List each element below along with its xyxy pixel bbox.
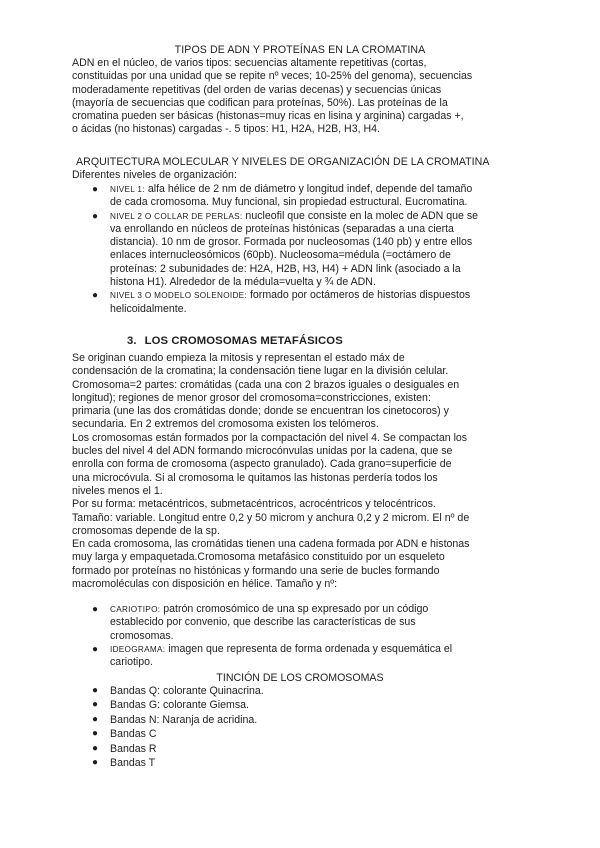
text-line: Cromosoma=2 partes: cromátidas (cada una con 2 brazos iguales o desiguales en (72, 378, 460, 391)
item-text: distancia). 10 nm de grosor. Formada por nucleosomas (140 pb) y entre ellos (110, 236, 473, 249)
text-line: bucles del nivel 4 del ADN formando microcónvulas unidas por la cadena, que se (72, 445, 453, 458)
section3-paragraphs (72, 352, 530, 591)
text-line: constituidas por una unidad que se repite nº veces; 10-25% del genoma), secuencias (72, 70, 473, 83)
organization-levels-list (92, 183, 522, 316)
list-item-cariotipo (92, 603, 522, 643)
text-line: ADN en el núcleo, de varios tipos: secuencias altamente repetitivas (cortas, (72, 57, 427, 69)
cariotipo-list (92, 603, 522, 669)
section-title-adn-proteinas: TIPOS DE ADN Y PROTEÍNAS EN LA CROMATINA (174, 44, 426, 56)
section1-paragraph (72, 57, 530, 137)
list-item-band (92, 684, 392, 698)
band-text: Bandas Q: colorante Quinacrina. (110, 685, 264, 697)
bullet-icon: ● (92, 290, 99, 302)
section-heading-cromosomas (127, 335, 343, 348)
section-title-arquitectura: ARQUITECTURA MOLECULAR Y NIVELES DE ORGANIZACIÓN DE LA CROMATINA (76, 156, 490, 168)
bullet-icon: ● (92, 757, 99, 769)
band-text: Bandas N: Naranja de acridina. (110, 713, 258, 726)
band-text: Bandas R (110, 742, 157, 755)
section2-intro: Diferentes niveles de organización: (72, 169, 237, 181)
item-text: imagen que representa de forma ordenada y esquemática el (165, 642, 453, 655)
text-line: muy larga y empaquetada.Cromosoma metafásico constituido por un esqueleto (72, 551, 445, 564)
item-label: NIVEL 2 O COLLAR DE PERLAS: (110, 211, 243, 221)
text-line: Por su forma: metacéntricos, submetacéntricos, acrocéntricos y telocéntricos. (72, 498, 436, 511)
text-line: cromatina pueden ser básicas (histonas=muy ricas en lisina y arginina) cargadas +, (72, 110, 464, 123)
list-item-band (92, 713, 392, 727)
bullet-icon: ● (92, 210, 99, 222)
text-line: Los cromosomas están formados por la compactación del nivel 4. Se compactan los (72, 431, 468, 444)
item-text: enlaces internucleosómicos (60pb). Nucleosoma=médula (=octámero de (110, 249, 451, 262)
item-text: de cada cromosoma. Muy funcional, sin propiedad estructural. Eucromatina. (110, 196, 468, 209)
band-text: Bandas T (110, 757, 156, 770)
list-item-band (92, 756, 392, 770)
text-line: (mayoría de secuencias que codifican para proteínas, 50%). Las proteínas de la (72, 96, 448, 109)
bullet-icon: ● (92, 699, 99, 711)
bullet-icon: ● (92, 184, 99, 195)
item-text: histona H1). Alrededor de la médula=vuelta y ¾ de ADN. (110, 276, 376, 289)
text-line: enrolla con forma de cromosoma (aspecto granulado). Cada grano=superficie de (72, 458, 452, 471)
item-label: IDEOGRAMA: (110, 644, 166, 654)
text-line: secundaria. En 2 extremos del cromosoma existen los telómeros. (72, 418, 379, 431)
item-text: formado por octámeros de historias dispuestos (247, 289, 471, 302)
list-item-nivel-2 (92, 210, 522, 290)
list-item-band (92, 727, 392, 741)
bullet-icon: ● (92, 643, 99, 655)
item-text: helicoidalmente. (110, 302, 187, 315)
item-text: proteínas: 2 subunidades de: H2A, H2B, H3, H4) + ADN link (asociado a la (110, 262, 461, 275)
bands-list (92, 684, 392, 770)
text-line: una microcóvula. Si al cromosoma le quitamos las histonas perdería todos los (72, 471, 438, 484)
text-line: Se originan cuando empieza la mitosis y representan el estado máx de (72, 352, 405, 364)
band-text: Bandas C (110, 728, 157, 741)
list-item-ideograma (92, 643, 522, 670)
item-text: cromosomas. (110, 629, 174, 642)
item-text: alfa hélice de 2 nm de diámetro y longitud indef, depende del tamaño (144, 183, 473, 195)
text-line: Tamaño: variable. Longitud entre 0,2 y 50 microm y anchura 0,2 y 2 microm. El nº de (72, 511, 470, 524)
text-line: cromosomas depende de la sp. (72, 524, 220, 537)
item-label: CARIOTIPO: (110, 605, 161, 614)
bullet-icon: ● (92, 728, 99, 740)
text-line: formado por proteínas no histónicas y formando una serie de bucles formando (72, 564, 440, 577)
text-line: condensación de la cromatina; la condensación tiene lugar en la división celular. (72, 365, 449, 378)
text-line: longitud); regiones de menor grosor del cromosoma=constricciones, existen: (72, 391, 431, 404)
text-line: primaria (une las dos cromátidas donde; donde se encuentran los cinetocoros) y (72, 405, 449, 418)
bullet-icon: ● (92, 713, 99, 725)
band-text: Bandas G: colorante Giemsa. (110, 699, 249, 712)
list-item-band (92, 698, 392, 712)
section-title-tincion: TINCIÓN DE LOS CROMOSOMAS (216, 672, 384, 684)
item-label: NIVEL 3 O MODELO SOLENOIDE: (110, 291, 248, 301)
item-text: va enrollando en núcleos de proteínas histónicas (separadas a una cierta (110, 222, 454, 235)
bullet-icon: ● (92, 742, 99, 754)
bullet-icon: ● (92, 604, 99, 615)
list-item-nivel-1 (92, 183, 522, 210)
text-line: macromoléculas con disposición en hélice. Tamaño y nº: (72, 578, 338, 591)
bullet-icon: ● (92, 685, 99, 696)
text-line: niveles menos el 1. (72, 484, 163, 497)
item-text: patrón cromosómico de una sp expresado por un código (160, 603, 429, 615)
text-line: moderadamente repetitivas (del orden de varias decenas) y secuencias únicas (72, 83, 442, 96)
item-label: NIVEL 1: (110, 185, 145, 194)
item-text: cariotipo. (110, 656, 153, 669)
list-item-band (92, 742, 392, 756)
text-line: o ácidas (no histonas) cargadas -. 5 tipos: H1, H2A, H2B, H3, H4. (72, 123, 380, 136)
item-text: nucleofil que consiste en la molec de ADN que se (242, 209, 479, 222)
section-title: LOS CROMOSOMAS METAFÁSICOS (144, 335, 343, 347)
text-line: En cada cromosoma, las cromátidas tienen una cadena formada por ADN e histonas (72, 538, 470, 551)
item-text: establecido por convenio, que describe las características de sus (110, 616, 416, 629)
section-number: 3. (127, 335, 137, 347)
list-item-nivel-3 (92, 289, 522, 316)
